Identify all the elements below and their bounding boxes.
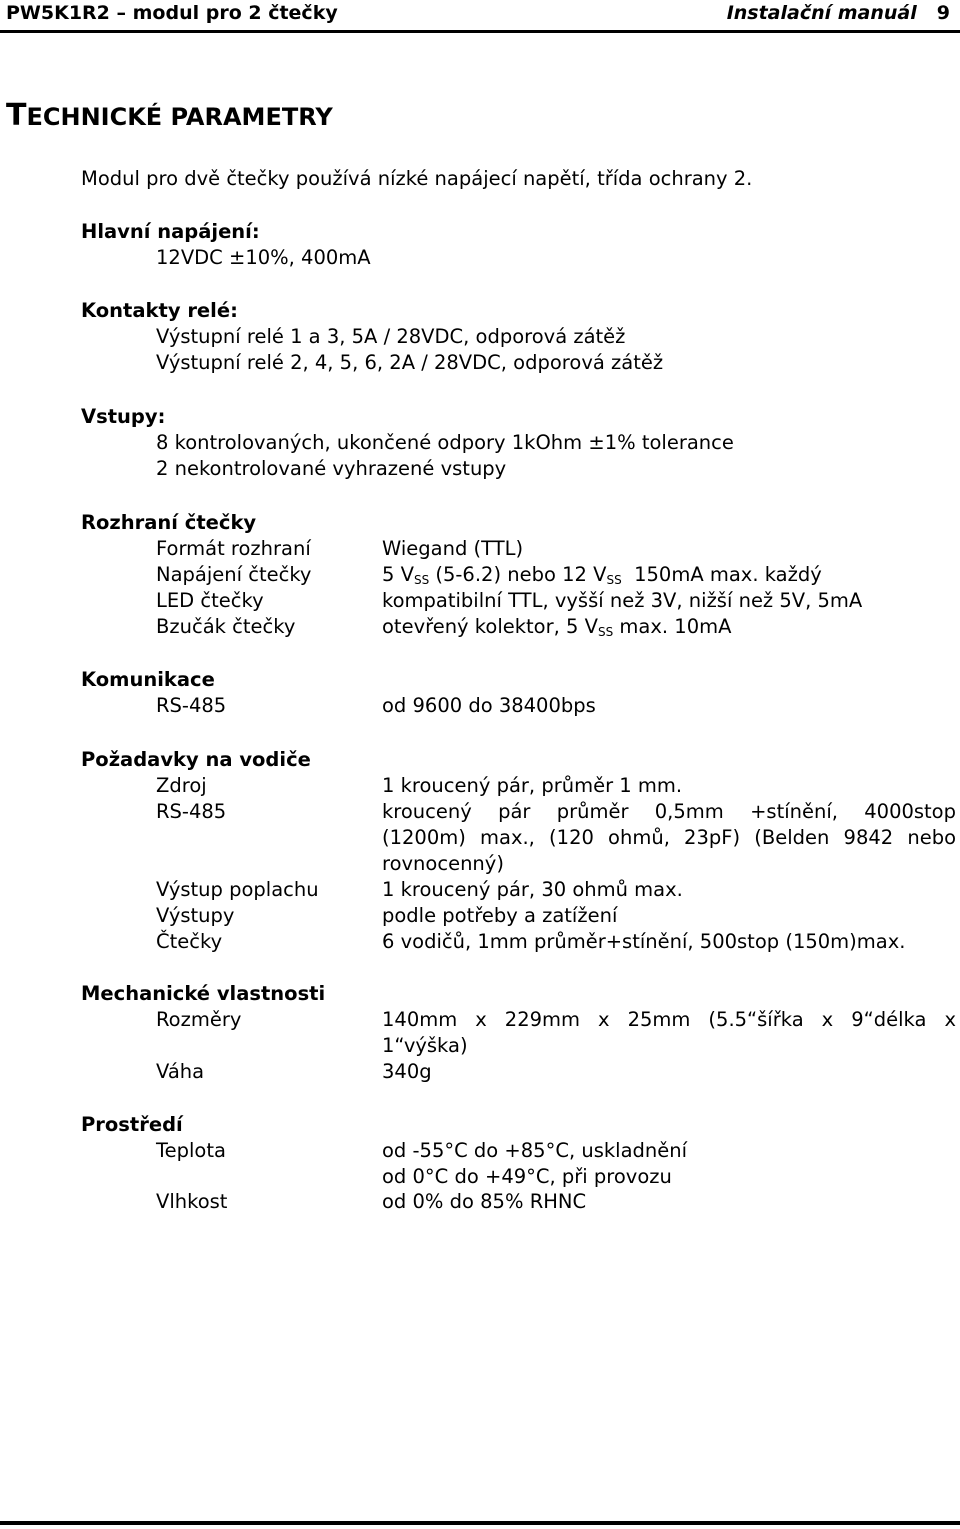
mech-weight-value: 340g — [382, 1060, 432, 1083]
inputs-heading: Vstupy: — [81, 405, 166, 428]
page-number: 9 — [936, 2, 950, 24]
reader-power-label: Napájení čtečky — [156, 563, 312, 586]
wires-rs485-line-3: rovnocenný) — [382, 852, 504, 875]
relays-line-1: Výstupní relé 1 a 3, 5A / 28VDC, odporová zátěž — [156, 325, 626, 348]
comm-label: RS-485 — [156, 694, 227, 717]
reader-format-value: Wiegand (TTL) — [382, 537, 524, 560]
env-heading: Prostředí — [81, 1113, 183, 1136]
mech-dims-label: Rozměry — [156, 1008, 242, 1031]
mech-dims-line-2: 1“výška) — [382, 1034, 468, 1057]
comm-value: od 9600 do 38400bps — [382, 694, 596, 717]
env-humidity-value: od 0% do 85% RHNC — [382, 1190, 587, 1213]
wires-source-label: Zdroj — [156, 774, 207, 797]
env-temp-label: Teplota — [156, 1139, 226, 1162]
wires-rs485-label: RS-485 — [156, 800, 227, 823]
page-header — [0, 0, 960, 36]
manual-label-and-page — [727, 2, 950, 24]
wires-alarm-label: Výstup poplachu — [156, 878, 319, 901]
relays-line-2: Výstupní relé 2, 4, 5, 6, 2A / 28VDC, odporová zátěž — [156, 351, 664, 374]
wires-alarm-value: 1 kroucený pár, 30 ohmů max. — [382, 878, 683, 901]
wires-outputs-label: Výstupy — [156, 904, 235, 927]
wires-readers-value: 6 vodičů, 1mm průměr+stínění, 500stop (150m)max. — [382, 930, 906, 953]
section-title: TECHNICKÉ PARAMETRY — [6, 98, 333, 133]
document-title: PW5K1R2 – modul pro 2 čtečky — [6, 2, 338, 24]
inputs-line-2: 2 nekontrolované vyhrazené vstupy — [156, 457, 507, 480]
intro-text: Modul pro dvě čtečky používá nízké napájecí napětí, třída ochrany 2. — [81, 167, 753, 190]
relays-heading: Kontakty relé: — [81, 299, 238, 322]
reader-buzzer-value: otevřený kolektor, 5 $V_{SS}$ max. 10mA — [382, 615, 732, 639]
reader-led-value: kompatibilní TTL, vyšší než 3V, nižší než 5V, 5mA — [382, 589, 863, 612]
wires-readers-label: Čtečky — [156, 930, 223, 953]
mech-weight-label: Váha — [156, 1060, 205, 1083]
env-humidity-label: Vlhkost — [156, 1190, 228, 1213]
env-temp-line-2: od 0°C do +49°C, při provozu — [382, 1165, 672, 1188]
wires-rs485-line-2: (1200m) max., (120 ohmů, 23pF) (Belden 9842 nebo — [382, 826, 956, 849]
inputs-line-1: 8 kontrolovaných, ukončené odpory 1kOhm ±1% tolerance — [156, 431, 734, 454]
reader-led-label: LED čtečky — [156, 589, 264, 612]
wires-outputs-value: podle potřeby a zatížení — [382, 904, 618, 927]
main-power-heading: Hlavní napájení: — [81, 220, 260, 243]
manual-label: Instalační manuál — [726, 2, 917, 24]
main-power-value: 12VDC ±10%, 400mA — [156, 246, 371, 269]
reader-power-value: 5 $V_{SS}$ (5-6.2) nebo 12 $V_{SS}$ 150mA max. každý — [382, 563, 822, 587]
wires-heading: Požadavky na vodiče — [81, 748, 311, 771]
env-temp-line-1: od -55°C do +85°C, uskladnění — [382, 1139, 688, 1162]
comm-heading: Komunikace — [81, 668, 215, 691]
footer-divider — [0, 1521, 960, 1525]
header-divider — [0, 30, 960, 33]
reader-heading: Rozhraní čtečky — [81, 511, 257, 534]
reader-buzzer-label: Bzučák čtečky — [156, 615, 296, 638]
wires-rs485-line-1: kroucený pár průměr 0,5mm +stínění, 4000stop — [382, 800, 956, 823]
mech-heading: Mechanické vlastnosti — [81, 982, 326, 1005]
mech-dims-line-1: 140mm x 229mm x 25mm (5.5“šířka x 9“délka x — [382, 1008, 956, 1031]
wires-source-value: 1 kroucený pár, průměr 1 mm. — [382, 774, 683, 797]
reader-format-label: Formát rozhraní — [156, 537, 311, 560]
